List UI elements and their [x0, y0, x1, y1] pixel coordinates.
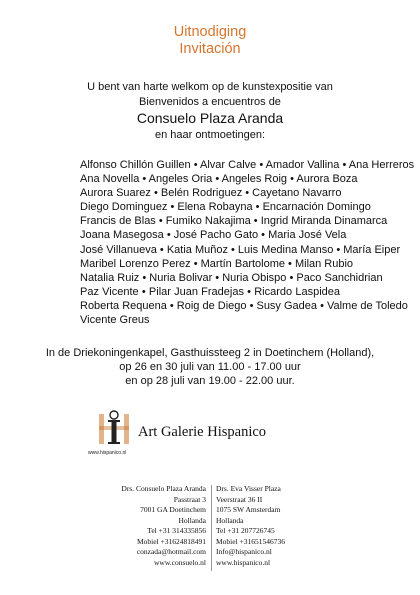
contact-phone: Tel +31 314335856 — [147, 526, 206, 535]
venue-dates-evening: en op 28 juli van 19.00 - 22.00 uur. — [125, 375, 295, 387]
participants-line: Francis de Blas • Fumiko Nakajima • Ingrid Miranda Dinamarca — [80, 215, 388, 228]
gallery-logo-icon — [96, 408, 132, 452]
contact-website: www.consuelo.nl — [153, 557, 206, 567]
contact-country: Hollanda — [178, 515, 206, 525]
venue-dates-day: op 26 en 30 juli van 11.00 - 17.00 uur — [119, 361, 301, 373]
intro-line-spanish: Bienvenidos a encuentros de — [139, 96, 281, 108]
contact-website: www.hispanico.nl — [216, 557, 271, 567]
contact-country: Hollanda — [216, 515, 244, 525]
intro-line-after: en haar ontmoetingen: — [154, 129, 266, 141]
participants-line: Natalia Ruiz • Nuria Bolivar • Nuria Obispo • Paco Sanchidrian — [80, 271, 383, 284]
contact-divider — [211, 485, 212, 571]
participants-list — [80, 158, 415, 327]
contact-phone: Tel +31 207726745 — [216, 526, 275, 535]
contact-city: 1075 SW Amsterdam — [216, 505, 281, 514]
participants-line: Diego Dominguez • Elena Robayna • Encarnación Domingo — [80, 201, 371, 214]
contact-name: Drs. Eva Visser Plaza — [216, 484, 281, 493]
contact-street: Passtraat 3 — [173, 494, 206, 504]
participants-line: Aurora Suarez • Belén Rodriguez • Cayetano Navarro — [80, 187, 342, 200]
intro-line-dutch: U bent van harte welkom op de kunstexpositie van — [87, 81, 333, 93]
contact-block-right — [216, 484, 356, 568]
title-dutch: Uitnodiging — [173, 24, 247, 40]
contact-street: Veerstraat 36 II — [216, 494, 263, 504]
participants-line: Paz Vicente • Pilar Juan Fradejas • Ricardo Laspidea — [80, 285, 340, 298]
title-spanish: Invitación — [179, 41, 241, 57]
contact-block-left — [70, 484, 206, 568]
contact-name: Drs. Consuelo Plaza Aranda — [121, 484, 206, 493]
contact-city: 7001 GA Doetinchem — [140, 505, 206, 514]
logo-url: www.hispanico.nl — [88, 450, 127, 456]
participants-line: Roberta Requena • Roig de Diego • Susy Gadea • Valme de Toledo — [80, 299, 408, 312]
participants-line: José Villanueva • Katia Muñoz • Luis Medina Manso • María Eiper — [80, 243, 401, 256]
contact-email: conzada@hotmail.com — [136, 547, 206, 556]
participants-line: Alfonso Chillón Guillen • Alvar Calve • Amador Vallina • Ana Herreros — [80, 159, 415, 171]
artist-name: Consuelo Plaza Aranda — [136, 110, 284, 126]
participants-line: Ana Novella • Angeles Oria • Angeles Roig • Aurora Boza — [80, 173, 358, 186]
contact-mobile: Mobiel +31651546736 — [216, 536, 286, 546]
participants-line: Maribel Lorenzo Perez • Martín Bartolome • Milan Rubio — [80, 257, 354, 270]
contact-mobile: Mobiel +31624818491 — [136, 536, 206, 546]
venue-address: In de Driekoningenkapel, Gasthuissteeg 2 in Doetinchem (Holland), — [45, 347, 375, 359]
gallery-name: Art Galerie Hispanico — [138, 424, 267, 440]
participants-line: Vicente Greus — [80, 314, 150, 327]
contact-email: Info@hispanico.nl — [216, 547, 272, 556]
participants-line: Joana Masegosa • José Pacho Gato • Maria José Vela — [80, 229, 347, 242]
